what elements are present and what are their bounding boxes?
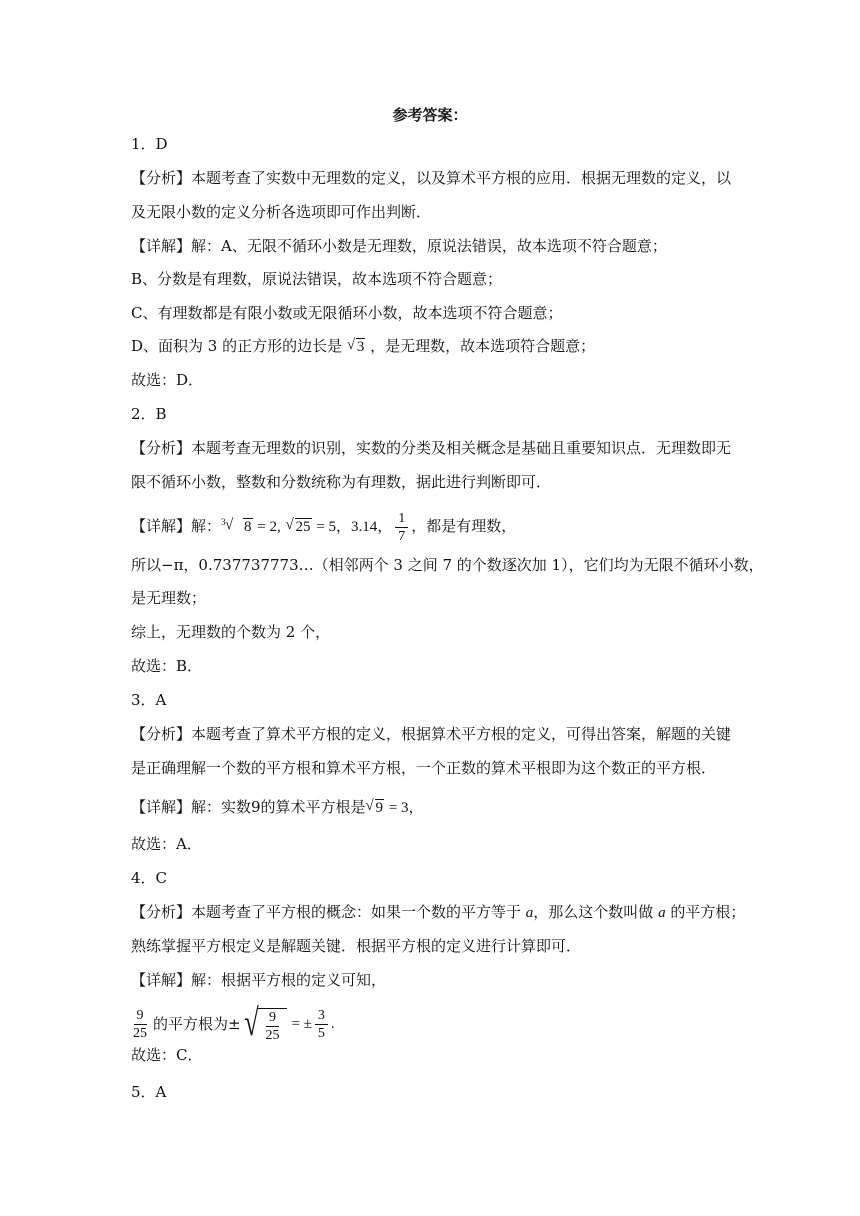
- q4-mid-text: 的平方根为±: [153, 1015, 241, 1033]
- fraction-one-seventh: [395, 510, 408, 545]
- q2-eq2: = 5，3.14，: [316, 519, 393, 535]
- q1-answer: 1．D: [131, 135, 168, 153]
- q4-analysis-line1: [131, 902, 746, 923]
- sqrt-25-expression: √ 25: [285, 517, 311, 535]
- result-numerator: 3: [315, 1007, 328, 1025]
- q3-analysis-line2: 是正确理解一个数的平方根和算术平方根，一个正数的算术平根即为这个数正的平方根．: [131, 759, 717, 777]
- q4-end: .: [330, 1016, 335, 1032]
- q2-analysis-line1: 【分析】本题考查无理数的识别，实数的分类及相关概念是基础且重要知识点．无理数即无: [131, 439, 732, 457]
- q2-eq1: = 2,: [257, 519, 281, 535]
- q1-analysis-line1: 【分析】本题考查了实数中无理数的定义，以及算术平方根的应用．根据无理数的定义，以: [131, 169, 732, 187]
- fraction-result: [315, 1007, 328, 1042]
- sqrt-fraction-expression: √ $\frac{9}{25}$: [241, 1004, 288, 1044]
- cube-root-index: 3: [221, 517, 226, 527]
- q4-analysis-post: 的平方根；: [670, 903, 746, 921]
- q3-detail: [131, 797, 731, 818]
- q2-detail-pre: 【详解】解：: [131, 517, 222, 535]
- q3-analysis-line1: 【分析】本题考查了算术平方根的定义，根据算术平方根的定义，可得出答案，解题的关键: [131, 725, 732, 743]
- q4-detail: 【详解】解：根据平方根的定义可知，: [131, 971, 387, 989]
- q1-detail-c: C、有理数都是有限小数或无限循环小数，故本选项不符合题意；: [131, 304, 563, 322]
- q1-detail-b: B、分数是有理数，原说法错误，故本选项不符合题意；: [131, 270, 503, 288]
- result-denominator: 5: [317, 1025, 325, 1041]
- frac-9-numerator: 9: [134, 1007, 147, 1025]
- fraction-nine-25: [130, 1007, 150, 1042]
- sqrt-9-expression: √ 9: [365, 798, 384, 816]
- q3-choose: 故选：A．: [131, 835, 202, 853]
- q2-detail-line1: [131, 509, 731, 545]
- q4-choose: 故选：C．: [131, 1046, 203, 1064]
- q4-formula: [127, 1002, 727, 1046]
- radicand-denominator: 25: [265, 1028, 280, 1043]
- fraction-numerator: 1: [395, 510, 408, 528]
- q2-detail-line2: 所以−π，0.737737773…（相邻两个 3 之间 7 的个数逐次加 1），它们均为无限不循环小数，: [131, 556, 764, 574]
- frac-25-denominator: 25: [133, 1025, 147, 1041]
- sqrt-3-expression: √ 3: [346, 337, 365, 355]
- variable-a: a: [525, 905, 534, 921]
- q2-analysis-line2: 限不循环小数，整数和分数统称为有理数，据此进行判断即可．: [131, 473, 552, 491]
- q4-analysis-pre: 【分析】本题考查了平方根的概念：如果一个数的平方等于: [131, 903, 522, 921]
- q3-answer: 3．A: [131, 691, 167, 709]
- q4-analysis-line2: 熟练掌握平方根定义是解题关键．根据平方根的定义进行计算即可．: [131, 937, 582, 955]
- q1-detail-d-post: ，是无理数，故本选项符合题意；: [370, 337, 596, 355]
- radicand-numerator: 9: [266, 1009, 279, 1027]
- sqrt-25-radicand: 25: [295, 519, 311, 535]
- q5-answer: 5．A: [131, 1083, 167, 1101]
- cube-root-expression: 3 √ 8: [221, 510, 253, 544]
- q3-detail-post: = 3，: [388, 800, 424, 816]
- sqrt-9-radicand: 9: [375, 800, 384, 816]
- q1-detail-a: 【详解】解：A、无限不循环小数是无理数，原说法错误，故本选项不符合题意；: [131, 237, 667, 255]
- cube-root-radicand: 8: [244, 519, 252, 535]
- q2-detail-line3: 是无理数；: [131, 589, 207, 607]
- fraction-denominator: 7: [398, 528, 406, 544]
- q2-summary: 综上，无理数的个数为 2 个，: [131, 623, 331, 641]
- q2-detail-post: ，都是有理数，: [411, 517, 517, 535]
- q4-analysis-mid: ，那么这个数叫做: [533, 903, 654, 921]
- q1-analysis-line2: 及无限小数的定义分析各选项即可作出判断．: [131, 203, 432, 221]
- variable-a-second: a: [658, 905, 666, 921]
- q1-detail-d-pre: D、面积为 3 的正方形的边长是: [131, 337, 343, 355]
- radicand-fraction: [262, 1009, 282, 1044]
- q4-answer: 4．C: [131, 869, 168, 887]
- q4-eq-text: = ±: [291, 1016, 312, 1032]
- q2-answer: 2．B: [131, 405, 167, 423]
- q1-choose: 故选：D．: [131, 371, 204, 389]
- page-title: 参考答案：: [392, 106, 468, 124]
- q1-detail-d: [131, 336, 731, 357]
- sqrt-3-radicand: 3: [356, 339, 365, 355]
- q2-choose: 故选：B．: [131, 657, 203, 675]
- q3-detail-pre: 【详解】解：实数9的算术平方根是: [131, 798, 366, 816]
